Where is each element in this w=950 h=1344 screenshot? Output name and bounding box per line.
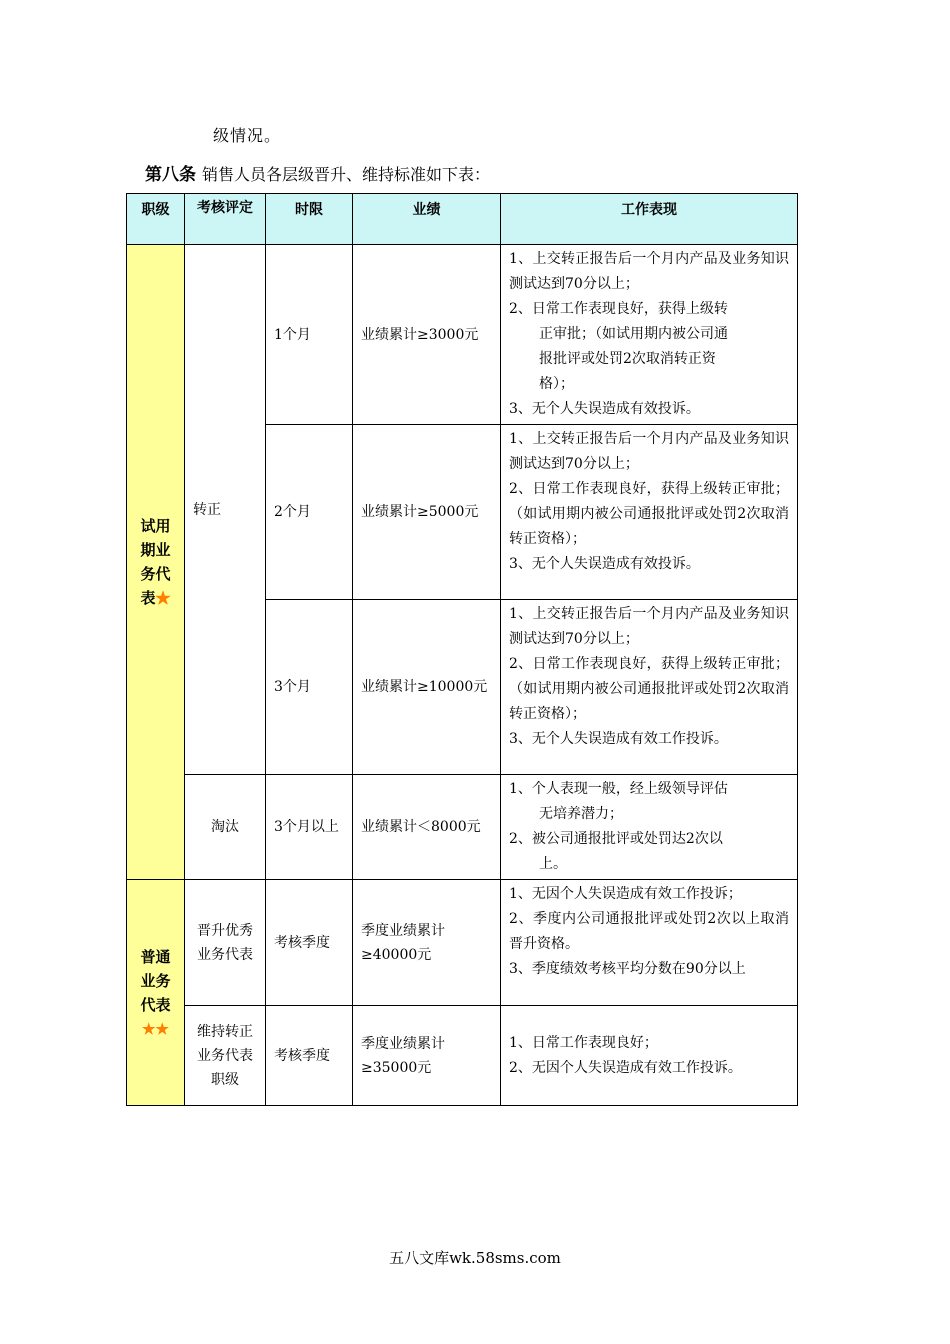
performance-cell: 业绩累计≥5000元 bbox=[353, 425, 501, 600]
page-footer: 五八文库wk.58sms.com bbox=[389, 1249, 561, 1267]
intro-line: 级情况。 bbox=[213, 126, 282, 145]
work-cell: 1、上交转正报告后一个月内产品及业务知识测试达到70分以上； 2、日常工作表现良好，获得上级转正审批；（如试用期内被公司通报批评或处罚2次取消转正资格）； 3、无个人失误造成有效投诉。 bbox=[501, 425, 798, 600]
header-evaluation: 考核评定 bbox=[185, 194, 266, 245]
period-cell: 3个月以上 bbox=[266, 775, 353, 880]
work-cell: 1、无因个人失误造成有效工作投诉； 2、季度内公司通报批评或处罚2次以上取消晋升资格。 3、季度绩效考核平均分数在90分以上 bbox=[501, 880, 798, 1006]
star-icon: ★★ bbox=[142, 1019, 169, 1038]
article-text: 销售人员各层级晋升、维持标准如下表： bbox=[202, 165, 491, 184]
period-cell: 3个月 bbox=[266, 600, 353, 775]
header-work: 工作表现 bbox=[501, 194, 798, 245]
table-row bbox=[127, 245, 798, 425]
level-probation: 试用 期业 务代 表★ bbox=[127, 245, 185, 880]
article-number: 第八条 bbox=[145, 165, 196, 185]
table-row bbox=[127, 1006, 798, 1106]
eval-eliminate: 淘汰 bbox=[185, 775, 266, 880]
eval-confirm: 转正 bbox=[185, 245, 266, 775]
performance-cell: 季度业绩累计≥35000元 bbox=[353, 1006, 501, 1106]
performance-cell: 业绩累计＜8000元 bbox=[353, 775, 501, 880]
table-row bbox=[127, 775, 798, 880]
star-icon: ★ bbox=[155, 589, 171, 607]
promotion-standards-table bbox=[126, 193, 798, 1106]
eval-promote: 晋升优秀业务代表 bbox=[185, 880, 266, 1006]
header-level: 职级 bbox=[127, 194, 185, 245]
eval-maintain: 维持转正业务代表职级 bbox=[185, 1006, 266, 1106]
header-performance: 业绩 bbox=[353, 194, 501, 245]
header-period: 时限 bbox=[266, 194, 353, 245]
work-cell: 1、上交转正报告后一个月内产品及业务知识测试达到70分以上； 2、日常工作表现良好，获得上级转 正审批；（如试用期内被公司通 报批评或处罚2次取消转正资 格）； 3、无个人失误造成有效投诉。 bbox=[501, 245, 798, 425]
work-cell: 1、日常工作表现良好； 2、无因个人失误造成有效工作投诉。 bbox=[501, 1006, 798, 1106]
level-regular: 普通 业务 代表 ★★ bbox=[127, 880, 185, 1106]
performance-cell: 业绩累计≥3000元 bbox=[353, 245, 501, 425]
performance-cell: 业绩累计≥10000元 bbox=[353, 600, 501, 775]
period-cell: 考核季度 bbox=[266, 1006, 353, 1106]
work-cell: 1、上交转正报告后一个月内产品及业务知识测试达到70分以上； 2、日常工作表现良好，获得上级转正审批；（如试用期内被公司通报批评或处罚2次取消转正资格）； 3、无个人失误造成有效工作投诉。 bbox=[501, 600, 798, 775]
table-row bbox=[127, 880, 798, 1006]
period-cell: 考核季度 bbox=[266, 880, 353, 1006]
performance-cell: 季度业绩累计≥40000元 bbox=[353, 880, 501, 1006]
article-heading bbox=[145, 160, 490, 185]
work-cell: 1、个人表现一般，经上级领导评估 无培养潜力； 2、被公司通报批评或处罚达2次以 上。 bbox=[501, 775, 798, 880]
table-header-row bbox=[127, 194, 798, 245]
period-cell: 1个月 bbox=[266, 245, 353, 425]
period-cell: 2个月 bbox=[266, 425, 353, 600]
